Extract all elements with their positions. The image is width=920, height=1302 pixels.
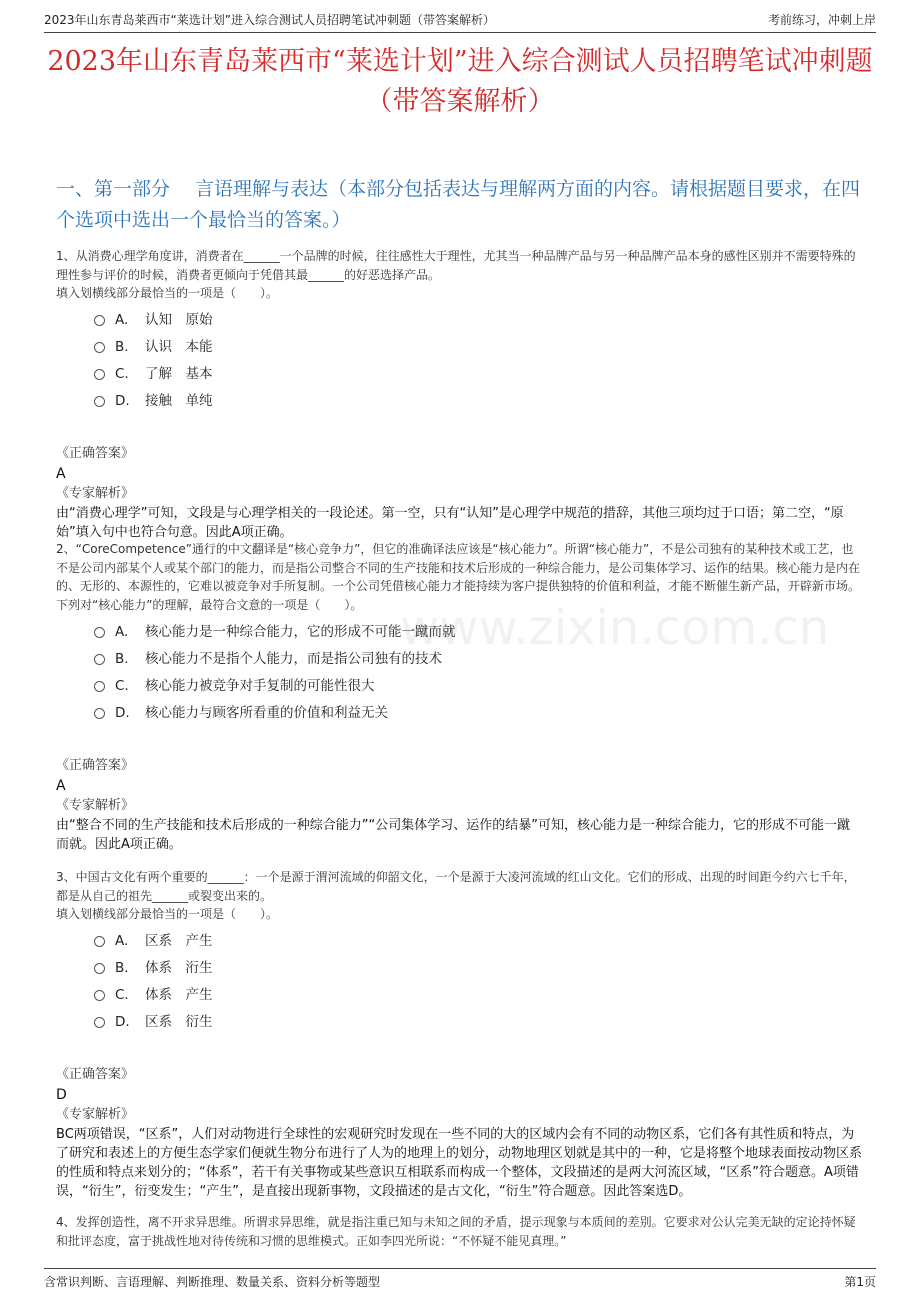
question-2	[56, 540, 862, 854]
option-c[interactable]: C. 了解 基本	[92, 364, 862, 391]
question-3	[56, 868, 862, 1201]
option-c[interactable]: C. 体系 产生	[92, 985, 862, 1012]
radio-button-icon[interactable]	[94, 396, 105, 407]
question-prompt: 填入划横线部分最恰当的一项是（ ）。	[56, 907, 279, 921]
explanation-text: 由“消费心理学”可知，文段是与心理学相关的一段论述。第一空，只有“认知”是心理学中规范的措辞，其他三项均过于口语；第二空，“原始”填入句中也符合句意。因此A项正确。	[56, 506, 844, 540]
radio-button-icon[interactable]	[94, 315, 105, 326]
explanation-text: 由“整合不同的生产技能和技术后形成的一种综合能力”“公司集体学习、运作的结暴”可知，核心能力是一种综合能力，它的形成不可能一蹴而就。因此A项正确。	[56, 817, 850, 852]
page-number: 第1页	[844, 1275, 876, 1289]
option-a[interactable]: A. 区系 产生	[92, 931, 862, 958]
page-header	[44, 10, 876, 33]
radio-button-icon[interactable]	[94, 963, 105, 974]
option-d[interactable]: D. 区系 衍生	[92, 1012, 862, 1039]
option-a[interactable]: A. 核心能力是一种综合能力，它的形成不可能一蹴而就	[92, 622, 862, 649]
question-4	[56, 1213, 862, 1250]
question-text: 2、“CoreCompetence”通行的中文翻译是“核心竞争力”，但它的准确译法应该是“核心能力”。所谓“核心能力”，不是公司独有的某种技术或工艺，也不是公司内部某个人或某个部门的能力，而是指公司整合不同的生产技能和技术后形成的一种综合能力，是公司集体学习、运作的结果。核心能力是内在的、无形的、本源性的，它难以被竞争对手所复制。一个公司凭借核心能力才能持续为客户提供独特的价值和利益，才能不断催生新产品，开辟新市场。	[56, 542, 861, 593]
option-list	[56, 310, 862, 418]
radio-button-icon[interactable]	[94, 681, 105, 692]
header-tagline: 考前练习，冲刺上岸	[767, 13, 876, 27]
question-text: 4、发挥创造性，离不开求异思维。所谓求异思维，就是指注重已知与未知之间的矛盾，提示现象与本质间的差别。它要求对公认完美无缺的定论持怀疑和批评态度，富于挑战性地对待传统和习惯的思维模式。正如李四光所说：“不怀疑不能见真理。”	[56, 1215, 856, 1248]
radio-button-icon[interactable]	[94, 708, 105, 719]
answer-value: D	[56, 1087, 67, 1103]
option-b[interactable]: B. 体系 洐生	[92, 958, 862, 985]
explanation-label: 《专家解析》	[56, 1107, 135, 1122]
question-prompt: 下列对“核心能力”的理解，最符合文意的一项是（ ）。	[56, 597, 363, 612]
option-list	[56, 622, 862, 730]
radio-button-icon[interactable]	[94, 342, 105, 353]
answer-label: 《正确答案》	[56, 446, 135, 461]
document-title: 2023年山东青岛莱西市“莱选计划”进入综合测试人员招聘笔试冲刺题（带答案解析）	[47, 46, 873, 117]
explanation-label: 《专家解析》	[56, 486, 135, 501]
explanation-label: 《专家解析》	[56, 797, 135, 813]
radio-button-icon[interactable]	[94, 936, 105, 947]
answer-label: 《正确答案》	[56, 757, 135, 773]
watermark: www.zixin.com.cn	[400, 600, 830, 656]
explanation-text: BC两项错误，“区系”，人们对动物进行全球性的宏观研究时发现在一些不同的大的区域内会有不同的动物区系，它们各有其性质和特点，为了研究和表述上的方便生态学家们便就生物分布进行了人为的地理上的划分，动物地理区划就是其中的一种，它是将整个地球表面按动物区系的性质和特点来划分的；“体系”，若干有关事物或某些意识互相联系而构成一个整体，文段描述的是两大河流区域，“区系”符合题意。A项错误，“衍生”，衍变发生；“产生”，是直接出现新事物，文段描述的是古文化，“衍生”符合题意。因此答案选D。	[56, 1127, 863, 1199]
question-text: 1、从消费心理学角度讲，消费者在______一个品牌的时候，往往感性大于理性，尤其当一种品牌产品与另一种品牌产品本身的感性区别并不需要特殊的理性参与评价的时候，消费者更倾向于凭借其最______的好恶选择产品。	[56, 249, 856, 282]
question-prompt: 填入划横线部分最恰当的一项是（ ）。	[56, 286, 279, 300]
option-b[interactable]: B. 认识 本能	[92, 337, 862, 364]
answer-value: A	[56, 466, 66, 482]
answer-label: 《正确答案》	[56, 1067, 135, 1082]
radio-button-icon[interactable]	[94, 369, 105, 380]
radio-button-icon[interactable]	[94, 990, 105, 1001]
option-list	[56, 931, 862, 1039]
question-1	[56, 247, 862, 542]
option-b[interactable]: B. 核心能力不是指个人能力，而是指公司独有的技术	[92, 649, 862, 676]
option-c[interactable]: C. 核心能力被竞争对手复制的可能性很大	[92, 676, 862, 703]
radio-button-icon[interactable]	[94, 627, 105, 638]
radio-button-icon[interactable]	[94, 1017, 105, 1028]
radio-button-icon[interactable]	[94, 654, 105, 665]
option-a[interactable]: A. 认知 原始	[92, 310, 862, 337]
section-heading: 一、第一部分 言语理解与表达（本部分包括表达与理解两方面的内容。请根据题目要求，在四个选项中选出一个最恰当的答案。）	[56, 178, 861, 231]
option-d[interactable]: D. 核心能力与顾客所看重的价值和利益无关	[92, 703, 862, 730]
page-footer	[44, 1268, 876, 1291]
question-text: 3、中国古文化有两个重要的______：一个是源于渭河流域的仰韶文化，一个是源于大凌河流域的红山文化。它们的形成、出现的时间距今约六七千年，都是从自己的祖先______或裂变出来的。	[56, 870, 856, 903]
footer-topics: 含常识判断、言语理解、判断推理、数量关系、资料分析等题型	[44, 1275, 381, 1289]
header-doc-title: 2023年山东青岛莱西市“莱选计划”进入综合测试人员招聘笔试冲刺题（带答案解析）	[44, 13, 495, 27]
option-d[interactable]: D. 接触 单纯	[92, 391, 862, 418]
answer-value: A	[56, 777, 66, 794]
